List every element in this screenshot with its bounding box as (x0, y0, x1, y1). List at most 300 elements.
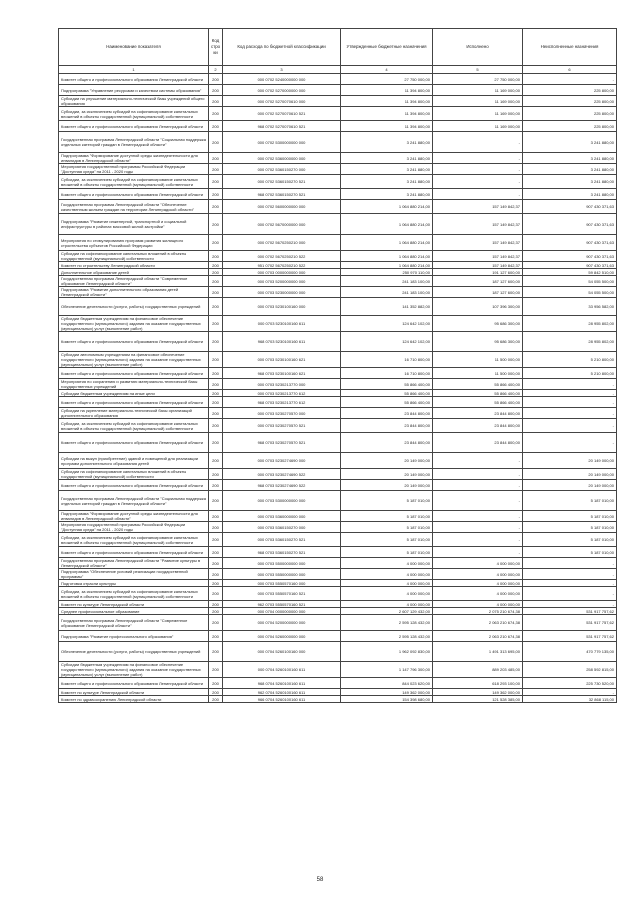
cell-budget-code: 000 0703 5500000000 000 (223, 558, 341, 569)
table-row (59, 107, 617, 121)
cell-unexecuted: 5 187 010,00 (523, 533, 617, 547)
table-row (59, 121, 617, 132)
cell-indicator-name: Среднее профессиональное образование (59, 608, 209, 615)
cell-executed: - (433, 480, 523, 491)
cell-budget-code: 000 0704 5260100160 000 (223, 642, 341, 662)
cell-budget-code: 000 0702 5600000000 000 (223, 200, 341, 214)
cell-line-code: 200 (209, 269, 223, 276)
cell-budget-code: 000 0703 5230274690 000 (223, 453, 341, 469)
cell-line-code: 200 (209, 608, 223, 615)
cell-indicator-name: Мероприятия по сохранению и развитию материально-технической базы государственных учреждений (59, 379, 209, 390)
cell-budget-code: 000 0702 5270070610 521 (223, 107, 341, 121)
cell-approved: 55 866 400,00 (341, 379, 433, 390)
cell-budget-code: 000 0702 5670250210 522 (223, 251, 341, 262)
column-number: 2 (209, 66, 223, 74)
cell-budget-code: 968 0702 5360150270 521 (223, 189, 341, 200)
cell-approved: 4 000 000,00 (341, 580, 433, 587)
table-row (59, 569, 617, 580)
header-indicator-name: Наименование показателя (59, 29, 209, 66)
cell-line-code: 200 (209, 298, 223, 316)
cell-budget-code: 951 0702 5670250210 522 (223, 262, 341, 269)
cell-approved: 5 187 010,00 (341, 533, 433, 547)
cell-line-code: 200 (209, 408, 223, 419)
cell-executed: 149 362 000,00 (433, 689, 523, 696)
cell-budget-code: 000 0702 5270070610 000 (223, 96, 341, 107)
cell-unexecuted: 20 149 000,00 (523, 469, 617, 480)
cell-unexecuted: 907 430 371,63 (523, 214, 617, 235)
cell-indicator-name: Комитет общего и профессионального образования Ленинградской области (59, 547, 209, 558)
cell-approved: 844 023 620,00 (341, 678, 433, 689)
cell-indicator-name: Субсидии на улучшение материально-технической базы учреждений общего образования (59, 96, 209, 107)
cell-unexecuted: 225 800,00 (523, 121, 617, 132)
cell-executed: 2 063 210 674,38 (433, 631, 523, 642)
cell-approved: 3 241 880,00 (341, 153, 433, 164)
cell-approved: 20 149 000,00 (341, 453, 433, 469)
table-row (59, 251, 617, 262)
cell-indicator-name: Комитет по здравоохранению Ленинградской области (59, 696, 209, 703)
cell-approved: 4 000 000,00 (341, 558, 433, 569)
cell-indicator-name: Комитет общего и профессионального образования Ленинградской области (59, 332, 209, 352)
cell-indicator-name: Государственная программа Ленинградской области "Современное образование Ленинградской области" (59, 276, 209, 287)
cell-unexecuted: 5 187 010,00 (523, 491, 617, 511)
cell-executed: 157 149 842,37 (433, 262, 523, 269)
cell-unexecuted: - (523, 580, 617, 587)
cell-unexecuted: - (523, 569, 617, 580)
cell-executed: 889 203 485,00 (433, 662, 523, 678)
cell-budget-code: 968 0703 5360150270 521 (223, 547, 341, 558)
cell-approved: 23 844 800,00 (341, 408, 433, 419)
cell-budget-code: 000 0703 5360150270 000 (223, 522, 341, 533)
table-row (59, 316, 617, 332)
cell-executed: 2 075 210 674,38 (433, 608, 523, 615)
cell-approved: 4 000 000,00 (341, 569, 433, 580)
cell-line-code: 200 (209, 662, 223, 678)
cell-indicator-name: Субсидии бюджетным учреждениям на финансовое обеспечение государственного (муниципального) задания на оказание государственных (муниципальных) услуг (выполнение работ) (59, 316, 209, 332)
cell-unexecuted: 225 730 520,00 (523, 678, 617, 689)
cell-budget-code: 000 0703 5230000000 000 (223, 287, 341, 298)
cell-indicator-name: Комитет общего и профессионального образования Ленинградской области (59, 368, 209, 379)
cell-executed: 55 866 400,00 (433, 379, 523, 390)
cell-budget-code: 000 0702 5240000000 000 (223, 74, 341, 85)
cell-approved: 5 187 010,00 (341, 547, 433, 558)
table-row (59, 511, 617, 522)
table-row (59, 558, 617, 569)
cell-line-code: 200 (209, 390, 223, 397)
cell-line-code: 200 (209, 74, 223, 85)
table-row (59, 453, 617, 469)
cell-budget-code: 000 0703 5550000000 000 (223, 569, 341, 580)
cell-approved: 1 962 092 830,00 (341, 642, 433, 662)
cell-unexecuted: 531 917 757,62 (523, 615, 617, 631)
cell-budget-code: 000 0703 5300000000 000 (223, 491, 341, 511)
cell-indicator-name: Субсидии, за исключением субсидий на софинансирование капитальных вложений в объекты государственной (муниципальной) собственности (59, 107, 209, 121)
table-row (59, 132, 617, 153)
table-row (59, 662, 617, 678)
cell-indicator-name: Субсидии на софинансирование капитальных вложений в объекты государственной (муниципальной) собственности (59, 469, 209, 480)
cell-budget-code: 000 0702 5300000000 000 (223, 132, 341, 153)
cell-approved: 124 642 102,00 (341, 332, 433, 352)
cell-approved: 3 241 880,00 (341, 132, 433, 153)
cell-unexecuted: - (523, 689, 617, 696)
cell-indicator-name: Подпрограмма "Формирование доступной среды жизнедеятельности для инвалидов в Ленинградской области" (59, 153, 209, 164)
cell-unexecuted: 531 917 757,62 (523, 608, 617, 615)
table-row (59, 480, 617, 491)
cell-budget-code: 000 0703 5230100160 000 (223, 298, 341, 316)
cell-line-code: 200 (209, 558, 223, 569)
cell-indicator-name: Комитет общего и профессионального образования Ленинградской области (59, 397, 209, 408)
cell-executed: 11 500 000,00 (433, 352, 523, 368)
table-row (59, 678, 617, 689)
cell-indicator-name: Подпрограмма "Формирование доступной среды жизнедеятельности для инвалидов в Ленинградской области" (59, 511, 209, 522)
cell-budget-code: 000 0702 5360150270 000 (223, 164, 341, 175)
cell-unexecuted: 5 187 010,00 (523, 511, 617, 522)
cell-budget-code: 000 0704 5260000000 000 (223, 631, 341, 642)
table-row (59, 332, 617, 352)
cell-indicator-name: Субсидии, за исключением субсидий на софинансирование капитальных вложений в объекты государственной (муниципальной) собственности (59, 175, 209, 189)
cell-line-code: 200 (209, 107, 223, 121)
cell-budget-code: 000 0703 5230213770 000 (223, 379, 341, 390)
cell-unexecuted: 3 241 880,00 (523, 164, 617, 175)
table-row (59, 608, 617, 615)
table-row (59, 74, 617, 85)
table-row (59, 689, 617, 696)
cell-budget-code: 000 0703 5360150270 521 (223, 533, 341, 547)
cell-unexecuted: - (523, 601, 617, 608)
cell-budget-code: 968 0702 5270070610 521 (223, 121, 341, 132)
cell-line-code: 200 (209, 332, 223, 352)
cell-executed: 4 000 000,00 (433, 601, 523, 608)
cell-line-code: 200 (209, 189, 223, 200)
table-row (59, 433, 617, 453)
cell-line-code: 200 (209, 631, 223, 642)
table-row (59, 235, 617, 251)
cell-line-code: 200 (209, 235, 223, 251)
table-row (59, 200, 617, 214)
table-row (59, 269, 617, 276)
cell-executed: 1 491 313 695,00 (433, 642, 523, 662)
cell-executed: - (433, 491, 523, 511)
cell-approved: 241 183 100,00 (341, 276, 433, 287)
cell-line-code: 200 (209, 316, 223, 332)
cell-unexecuted: 20 149 000,00 (523, 453, 617, 469)
cell-executed: 95 686 300,00 (433, 332, 523, 352)
cell-line-code: 200 (209, 642, 223, 662)
cell-approved: 16 710 800,00 (341, 352, 433, 368)
cell-line-code: 200 (209, 547, 223, 558)
cell-line-code: 200 (209, 214, 223, 235)
cell-approved: 149 362 000,00 (341, 689, 433, 696)
table-row (59, 397, 617, 408)
cell-unexecuted: 3 241 880,00 (523, 132, 617, 153)
table-row (59, 262, 617, 269)
cell-unexecuted: - (523, 558, 617, 569)
table-row (59, 189, 617, 200)
cell-approved: 11 394 800,00 (341, 96, 433, 107)
cell-line-code: 200 (209, 121, 223, 132)
cell-unexecuted: - (523, 74, 617, 85)
cell-budget-code: 000 0703 5230270570 000 (223, 408, 341, 419)
cell-indicator-name: Комитет по культуре Ленинградской области (59, 689, 209, 696)
cell-unexecuted: 28 955 802,00 (523, 332, 617, 352)
cell-indicator-name: Дополнительное образование детей (59, 269, 209, 276)
table-row (59, 368, 617, 379)
cell-indicator-name: Комитет общего и профессионального образования Ленинградской области (59, 121, 209, 132)
column-number: 3 (223, 66, 341, 74)
cell-executed: 2 063 210 674,38 (433, 615, 523, 631)
cell-line-code: 200 (209, 433, 223, 453)
cell-unexecuted: 907 430 371,63 (523, 251, 617, 262)
cell-indicator-name: Субсидии, за исключением субсидий на софинансирование капитальных вложений в объекты государственной (муниципальной) собственности (59, 533, 209, 547)
cell-approved: 55 866 400,00 (341, 390, 433, 397)
cell-budget-code: 000 0702 5360000000 000 (223, 153, 341, 164)
cell-line-code: 200 (209, 615, 223, 631)
cell-budget-code: 000 0702 5270000000 000 (223, 85, 341, 96)
cell-indicator-name: Субсидии на укрепление материально-технической базы организаций дополнительного образования (59, 408, 209, 419)
cell-budget-code: 000 0703 5550570160 000 (223, 580, 341, 587)
cell-indicator-name: Государственная программа Ленинградской области "Обеспечение качественным жильем граждан на территории Ленинградской области" (59, 200, 209, 214)
cell-line-code: 200 (209, 276, 223, 287)
cell-executed: 157 149 842,37 (433, 214, 523, 235)
cell-budget-code: 000 0704 5260100160 611 (223, 662, 341, 678)
cell-executed: 121 528 385,00 (433, 696, 523, 703)
cell-approved: 1 064 880 214,00 (341, 200, 433, 214)
cell-executed: - (433, 511, 523, 522)
cell-budget-code: 000 0704 5200000000 000 (223, 615, 341, 631)
table-row (59, 587, 617, 601)
cell-approved: 27 750 000,00 (341, 74, 433, 85)
cell-line-code: 200 (209, 85, 223, 96)
table-row (59, 379, 617, 390)
table-row (59, 85, 617, 96)
cell-line-code: 200 (209, 262, 223, 269)
cell-unexecuted: - (523, 587, 617, 601)
table-row (59, 408, 617, 419)
cell-line-code: 200 (209, 368, 223, 379)
cell-indicator-name: Подпрограмма "Развитие дополнительного образования детей Ленинградской области" (59, 287, 209, 298)
table-body (59, 74, 617, 703)
cell-indicator-name: Субсидии на выкуп (приобретение) зданий и помещений для реализации программ дополнительного образования детей (59, 453, 209, 469)
cell-executed: 11 500 000,00 (433, 368, 523, 379)
table-row (59, 175, 617, 189)
cell-unexecuted: - (523, 390, 617, 397)
cell-unexecuted: 3 241 880,00 (523, 175, 617, 189)
cell-indicator-name: Подготовка отрасли культуры (59, 580, 209, 587)
cell-budget-code: 000 0703 5200000000 000 (223, 276, 341, 287)
table-row (59, 276, 617, 287)
header-executed: Исполнено (433, 29, 523, 66)
cell-line-code: 200 (209, 251, 223, 262)
cell-approved: 16 710 800,00 (341, 368, 433, 379)
cell-budget-code: 000 0703 5230274690 522 (223, 469, 341, 480)
cell-approved: 2 607 129 432,00 (341, 608, 433, 615)
cell-indicator-name: Субсидии на софинансирование капитальных вложений в объекты государственной (муниципальной) собственности (59, 251, 209, 262)
cell-approved: 20 149 000,00 (341, 480, 433, 491)
cell-budget-code: 968 0703 5230100160 611 (223, 332, 341, 352)
cell-indicator-name: Государственная программа Ленинградской области "Развитие культуры в Ленинградской области" (59, 558, 209, 569)
cell-indicator-name: Комитет по строительству Ленинградской области (59, 262, 209, 269)
cell-indicator-name: Субсидии бюджетным учреждениям на финансовое обеспечение государственного (муниципального) задания на оказание государственных (муниципальных) услуг (выполнение работ) (59, 662, 209, 678)
cell-executed: - (433, 533, 523, 547)
cell-budget-code: 000 0703 5230213770 612 (223, 390, 341, 397)
table-row (59, 601, 617, 608)
cell-indicator-name: Субсидии, за исключением субсидий на софинансирование капитальных вложений в объекты государственной (муниципальной) собственности (59, 587, 209, 601)
cell-budget-code: 968 0704 5260100160 611 (223, 678, 341, 689)
table-row (59, 419, 617, 433)
cell-executed: 4 000 000,00 (433, 558, 523, 569)
cell-indicator-name: Подпрограмма "Развитие инженерной, транспортной и социальной инфраструктуры в районах массовой жилой застройки" (59, 214, 209, 235)
table-header-row (59, 29, 617, 66)
cell-indicator-name: Мероприятия по стимулированию программ развития жилищного строительства субъектов Российской Федерации (59, 235, 209, 251)
table-row (59, 547, 617, 558)
cell-indicator-name: Подпрограмма "Обеспечение условий реализации государственной программы" (59, 569, 209, 580)
cell-indicator-name: Субсидии бюджетным учреждениям на иные цели (59, 390, 209, 397)
cell-approved: 11 394 800,00 (341, 85, 433, 96)
cell-unexecuted: 5 187 010,00 (523, 522, 617, 533)
cell-indicator-name: Обеспечение деятельности (услуги, работы) государственных учреждений (59, 642, 209, 662)
cell-budget-code: 962 0703 5550570160 521 (223, 601, 341, 608)
table-row (59, 390, 617, 397)
cell-approved: 1 064 880 214,00 (341, 262, 433, 269)
cell-line-code: 200 (209, 522, 223, 533)
cell-approved: 1 064 880 214,00 (341, 214, 433, 235)
table-row (59, 580, 617, 587)
table-row (59, 96, 617, 107)
column-number: 1 (59, 66, 209, 74)
cell-executed: 187 127 600,00 (433, 287, 523, 298)
cell-executed: 11 169 000,00 (433, 96, 523, 107)
cell-indicator-name: Субсидии автономным учреждениям на финансовое обеспечение государственного (муниципального) задания на оказание государственных (муниципальных) услуг (выполнение работ) (59, 352, 209, 368)
cell-executed: - (433, 153, 523, 164)
cell-indicator-name: Комитет общего и профессионального образования Ленинградской области (59, 74, 209, 85)
cell-line-code: 200 (209, 480, 223, 491)
table-row (59, 522, 617, 533)
cell-unexecuted: 907 430 371,63 (523, 200, 617, 214)
cell-executed: - (433, 189, 523, 200)
cell-line-code: 200 (209, 352, 223, 368)
cell-line-code: 200 (209, 469, 223, 480)
cell-executed: 107 396 300,00 (433, 298, 523, 316)
cell-line-code: 200 (209, 511, 223, 522)
cell-approved: 20 149 000,00 (341, 469, 433, 480)
table-row (59, 214, 617, 235)
cell-indicator-name: Мероприятия государственной программы Российской Федерации "Доступная среда" на 2011 - 2020 годы (59, 164, 209, 175)
column-numbering-row (59, 66, 617, 74)
cell-budget-code: 000 0702 5360150270 521 (223, 175, 341, 189)
report-page (58, 28, 616, 703)
cell-approved: 1 064 880 214,00 (341, 235, 433, 251)
header-budget-code: Код расхода по бюджетной классификации (223, 29, 341, 66)
cell-executed: - (433, 132, 523, 153)
cell-unexecuted: 28 955 802,00 (523, 316, 617, 332)
cell-executed: 95 686 300,00 (433, 316, 523, 332)
table-row (59, 491, 617, 511)
cell-line-code: 200 (209, 678, 223, 689)
cell-indicator-name: Комитет общего и профессионального образования Ленинградской области (59, 480, 209, 491)
table-row (59, 287, 617, 298)
cell-approved: 124 642 102,00 (341, 316, 433, 332)
cell-executed: 4 000 000,00 (433, 580, 523, 587)
cell-unexecuted: 20 149 000,00 (523, 480, 617, 491)
cell-unexecuted: 5 210 800,00 (523, 368, 617, 379)
cell-approved: 11 394 800,00 (341, 121, 433, 132)
cell-indicator-name: Государственная программа Ленинградской области "Социальная поддержка отдельных категорий граждан в Ленинградской области" (59, 132, 209, 153)
column-number: 5 (433, 66, 523, 74)
cell-unexecuted: 470 779 135,00 (523, 642, 617, 662)
cell-budget-code: 968 0703 5230274690 522 (223, 480, 341, 491)
cell-indicator-name: Мероприятия государственной программы Российской Федерации "Доступная среда" на 2011 - 2020 годы (59, 522, 209, 533)
table-row (59, 298, 617, 316)
table-row (59, 352, 617, 368)
table-row (59, 642, 617, 662)
header-unexecuted: Неисполненные назначения (523, 29, 617, 66)
cell-budget-code: 000 0703 5230270570 521 (223, 419, 341, 433)
cell-executed: 11 169 000,00 (433, 85, 523, 96)
cell-budget-code: 968 0703 5230270570 521 (223, 433, 341, 453)
cell-executed: - (433, 175, 523, 189)
table-row (59, 631, 617, 642)
cell-unexecuted: 907 430 371,63 (523, 235, 617, 251)
cell-line-code: 200 (209, 153, 223, 164)
cell-approved: 5 187 010,00 (341, 522, 433, 533)
cell-line-code: 200 (209, 491, 223, 511)
cell-budget-code: 968 0703 5230213770 612 (223, 397, 341, 408)
cell-indicator-name: Обеспечение деятельности (услуги, работы) государственных учреждений (59, 298, 209, 316)
cell-line-code: 200 (209, 164, 223, 175)
cell-indicator-name: Комитет общего и профессионального образования Ленинградской области (59, 189, 209, 200)
cell-unexecuted: 59 842 510,00 (523, 269, 617, 276)
cell-unexecuted: 531 917 757,62 (523, 631, 617, 642)
cell-unexecuted: - (523, 433, 617, 453)
cell-approved: 5 187 010,00 (341, 491, 433, 511)
cell-executed: 187 127 600,00 (433, 276, 523, 287)
cell-unexecuted: - (523, 419, 617, 433)
cell-approved: 23 844 800,00 (341, 433, 433, 453)
cell-executed: 157 149 842,37 (433, 235, 523, 251)
cell-unexecuted: - (523, 397, 617, 408)
cell-line-code: 200 (209, 200, 223, 214)
cell-approved: 4 000 000,00 (341, 587, 433, 601)
cell-unexecuted: 225 800,00 (523, 85, 617, 96)
cell-unexecuted: 258 592 815,00 (523, 662, 617, 678)
header-approved: Утвержденные бюджетные назначения (341, 29, 433, 66)
cell-budget-code: 000 0703 5230100160 621 (223, 352, 341, 368)
cell-approved: 141 352 882,00 (341, 298, 433, 316)
cell-unexecuted: 33 956 582,00 (523, 298, 617, 316)
cell-budget-code: 968 0703 5230100160 621 (223, 368, 341, 379)
cell-unexecuted: 3 241 880,00 (523, 153, 617, 164)
cell-approved: 23 844 800,00 (341, 419, 433, 433)
cell-executed: 27 750 000,00 (433, 74, 523, 85)
cell-line-code: 200 (209, 601, 223, 608)
cell-executed: 55 866 400,00 (433, 390, 523, 397)
cell-unexecuted: 225 800,00 (523, 96, 617, 107)
table-row (59, 533, 617, 547)
cell-approved: 3 241 880,00 (341, 164, 433, 175)
cell-unexecuted: 32 868 115,00 (523, 696, 617, 703)
cell-unexecuted: 54 055 500,00 (523, 276, 617, 287)
cell-executed: - (433, 469, 523, 480)
cell-approved: 154 398 680,00 (341, 696, 433, 703)
cell-line-code: 200 (209, 696, 223, 703)
cell-indicator-name: Комитет общего и профессионального образования Ленинградской области (59, 678, 209, 689)
table-row (59, 615, 617, 631)
cell-budget-code: 000 0702 5670250210 000 (223, 235, 341, 251)
cell-executed: 23 844 800,00 (433, 419, 523, 433)
cell-indicator-name: Государственная программа Ленинградской области "Современное образование Ленинградской области" (59, 615, 209, 631)
cell-budget-code: 000 0703 5230100160 611 (223, 316, 341, 332)
cell-line-code: 200 (209, 419, 223, 433)
budget-execution-table (58, 28, 617, 703)
